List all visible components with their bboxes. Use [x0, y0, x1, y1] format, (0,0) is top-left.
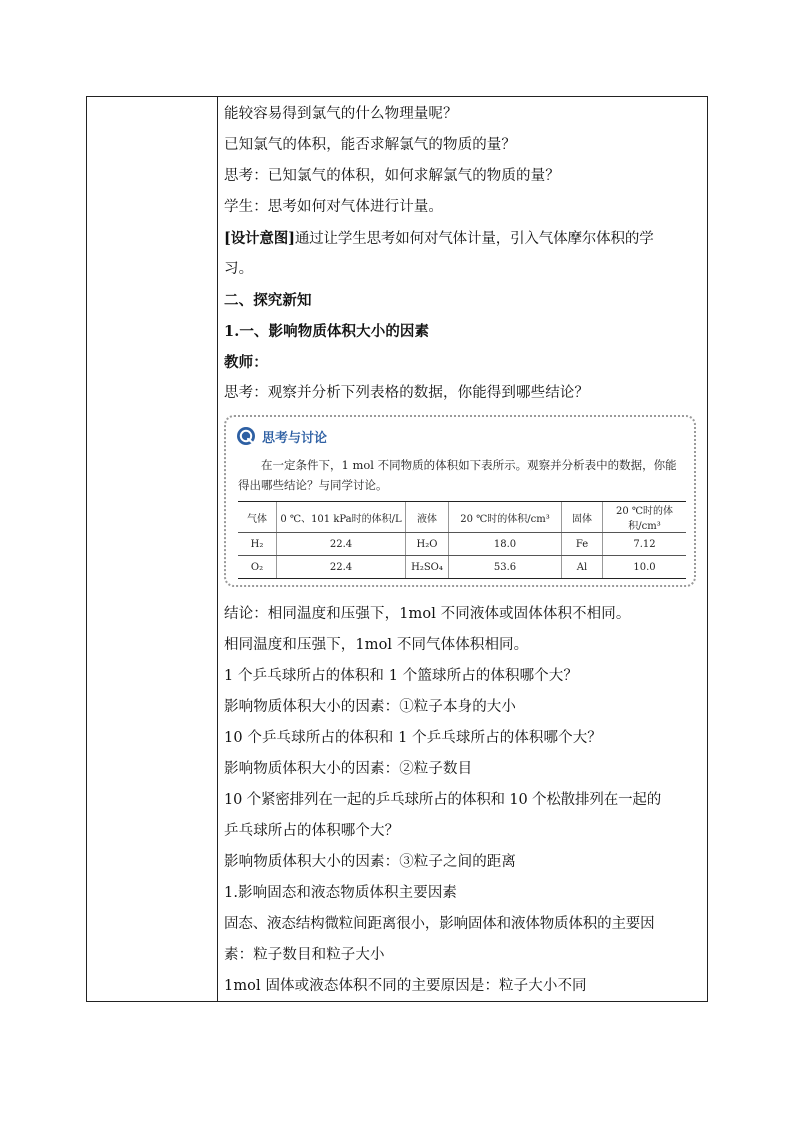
table-cell: H₂SO₄: [406, 556, 449, 579]
left-column-cell: [87, 97, 218, 1001]
discussion-title: 思考与讨论: [262, 430, 328, 446]
explanation-line: 固态、液态结构微粒间距离很小，影响固体和液体物质体积的主要因: [224, 916, 655, 932]
table-header: 固体: [562, 502, 603, 533]
table-cell: H₂: [238, 533, 277, 556]
table-cell: 22.4: [277, 556, 406, 579]
explanation-line: 1mol 固体或液态体积不同的主要原因是：粒子大小不同: [224, 978, 587, 994]
teacher-label: 教师：: [224, 354, 268, 371]
section-heading: 二、探究新知: [224, 292, 312, 309]
conclusion-line: 结论：相同温度和压强下，1mol 不同液体或固体体积不相同。: [224, 606, 631, 622]
question-line: 已知氯气的体积，能否求解氯气的物质的量？: [224, 137, 516, 153]
question-line-continued: 乒乓球所占的体积哪个大？: [224, 823, 400, 839]
table-cell: 18.0: [449, 533, 562, 556]
lesson-plan-table: [86, 96, 708, 1002]
table-header: 液体: [406, 502, 449, 533]
question-line: 10 个乒乓球所占的体积和 1 个乒乓球所占的体积哪个大？: [224, 730, 602, 746]
table-header: 20 ℃时的体积/cm³: [449, 502, 562, 533]
table-header: 0 ℃、101 kPa时的体积/L: [277, 502, 406, 533]
table-header: 20 ℃时的体积/cm³: [603, 502, 687, 533]
volume-data-table: [238, 501, 686, 579]
subsection-heading: 1.一、影响物质体积大小的因素: [224, 323, 430, 340]
table-cell: 10.0: [603, 556, 687, 579]
table-row: [238, 556, 686, 579]
factor-line: 影响物质体积大小的因素：②粒子数目: [224, 761, 473, 777]
design-intent-text: 通过让学生思考如何对气体计量，引入气体摩尔体积的学: [294, 231, 654, 247]
factor-line: 影响物质体积大小的因素：③粒子之间的距离: [224, 854, 516, 870]
explanation-line-continued: 素：粒子数目和粒子大小: [224, 947, 385, 963]
question-line: 1 个乒乓球所占的体积和 1 个篮球所占的体积哪个大？: [224, 668, 578, 684]
question-line: 10 个紧密排列在一起的乒乓球所占的体积和 10 个松散排列在一起的: [224, 792, 662, 808]
thinking-line: 思考：观察并分析下列表格的数据，你能得到哪些结论？: [224, 385, 589, 401]
conclusion-line: 相同温度和压强下，1mol 不同气体体积相同。: [224, 637, 529, 653]
table-cell: O₂: [238, 556, 277, 579]
question-line: 能较容易得到氯气的什么物理量呢？: [224, 106, 458, 122]
discussion-header: [236, 425, 327, 447]
student-line: 学生：思考如何对气体进行计量。: [224, 199, 443, 215]
design-intent-label: [设计意图]: [224, 230, 295, 247]
factor-line: 影响物质体积大小的因素：①粒子本身的大小: [224, 699, 516, 715]
discussion-icon: [236, 426, 256, 446]
table-cell: Al: [562, 556, 603, 579]
subsection-line: 1.影响固态和液态物质体积主要因素: [224, 885, 458, 901]
table-cell: 53.6: [449, 556, 562, 579]
design-intent-continued: 习。: [224, 261, 254, 277]
discussion-box: [224, 415, 696, 587]
table-cell: 7.12: [603, 533, 687, 556]
right-column-cell: [224, 99, 704, 1002]
table-cell: H₂O: [406, 533, 449, 556]
table-row: [238, 533, 686, 556]
design-intent-line: [224, 223, 704, 254]
thinking-line: 思考：已知氯气的体积，如何求解氯气的物质的量？: [224, 168, 560, 184]
table-cell: 22.4: [277, 533, 406, 556]
table-cell: Fe: [562, 533, 603, 556]
discussion-text: 在一定条件下，1 mol 不同物质的体积如下表所示。观察并分析表中的数据，你能得出哪些结论？与同学讨论。: [238, 458, 677, 492]
table-header: 气体: [238, 502, 277, 533]
table-header-row: [238, 502, 686, 533]
